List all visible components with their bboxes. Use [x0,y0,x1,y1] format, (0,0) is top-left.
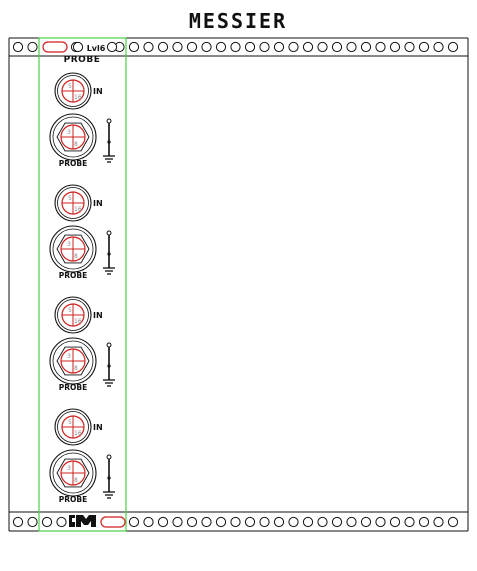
module-name: PROBE [63,55,101,65]
rail-hole [231,42,240,51]
in-label: IN [93,87,103,96]
rail-hole [303,517,312,526]
bottom-mount-hole-icon [101,517,125,527]
channel-1 [50,73,115,168]
rail-hole [318,42,327,51]
pot-mark-bottom: 8 [74,141,78,148]
rail-hole [390,517,399,526]
rail-hole [332,42,341,51]
jack-mark-top: 5 [68,195,72,202]
rail-hole [13,42,22,51]
rail-hole [332,517,341,526]
pot-mark-top: 3 [67,241,71,248]
rail-hole [202,42,211,51]
rail-hole [361,42,370,51]
rail-hole [187,42,196,51]
rail-hole [129,42,138,51]
pot-mark-bottom: 8 [74,477,78,484]
probe-label: PROBE [58,383,88,392]
rail-hole [274,517,283,526]
channel-4 [50,409,115,504]
in-label: IN [93,199,103,208]
input-jack[interactable] [55,73,91,109]
rail-hole [144,42,153,51]
rail-hole [158,42,167,51]
rail-hole [158,517,167,526]
pot-mark-bottom: 8 [74,365,78,372]
rail-hole [448,517,457,526]
input-jack[interactable] [55,297,91,333]
jack-mark-bottom: 16 [74,94,82,101]
rail-hole [274,42,283,51]
rail-hole [144,517,153,526]
rail-hole [28,42,37,51]
jack-mark-top: 5 [68,83,72,90]
input-jack[interactable] [55,185,91,221]
probe-pot[interactable] [50,450,96,496]
pot-mark-top: 3 [67,465,71,472]
probe-label: PROBE [58,495,88,504]
messier-logo-icon [68,514,98,528]
rail-hole [187,517,196,526]
rail-hole [405,517,414,526]
panel-title: MESSIER [188,9,288,33]
rail-hole [216,42,225,51]
rail-hole [405,42,414,51]
rail-hole [107,42,116,51]
rail-hole [129,517,138,526]
rail-hole [202,517,211,526]
pot-mark-top: 3 [67,353,71,360]
rail-hole [42,517,51,526]
rail-hole [448,42,457,51]
rail-hole [231,517,240,526]
probe-pot[interactable] [50,338,96,384]
rail-hole [216,517,225,526]
rail-hole [376,517,385,526]
rail-hole [434,42,443,51]
rail-hole [13,517,22,526]
rail-hole [173,42,182,51]
probe-pot[interactable] [50,226,96,272]
rail-hole [173,517,182,526]
channel-3 [50,297,115,392]
rail-hole [289,517,298,526]
rail-hole [73,42,82,51]
rail-hole [434,517,443,526]
rail-hole [419,42,428,51]
rail-hole [347,42,356,51]
rail-hole [318,517,327,526]
pot-mark-top: 3 [67,129,71,136]
top-mount-hole-icon [43,42,67,52]
ground-probe-icon [103,119,115,162]
channel-2 [50,185,115,280]
rail-hole [361,517,370,526]
rail-hole [419,517,428,526]
channel-list [50,73,115,504]
rail-hole [347,517,356,526]
rail-hole [245,517,254,526]
jack-mark-bottom: 16 [74,318,82,325]
probe-label: PROBE [58,159,88,168]
rail-hole [390,42,399,51]
rail-hole [260,517,269,526]
ground-probe-icon [103,455,115,498]
probe-pot[interactable] [50,114,96,160]
in-label: IN [93,311,103,320]
jack-mark-bottom: 16 [74,206,82,213]
probe-label: PROBE [58,271,88,280]
rail-hole [289,42,298,51]
pot-mark-bottom: 8 [74,253,78,260]
rail-hole [303,42,312,51]
top-rail-holes [13,42,457,51]
ground-probe-icon [103,231,115,274]
rail-hole [28,517,37,526]
jack-mark-top: 5 [68,419,72,426]
rail-hole [57,517,66,526]
ground-probe-icon [103,343,115,386]
jack-mark-top: 5 [68,307,72,314]
rail-hole [376,42,385,51]
jack-mark-bottom: 16 [74,430,82,437]
input-jack[interactable] [55,409,91,445]
rail-hole [260,42,269,51]
in-label: IN [93,423,103,432]
rail-hole [245,42,254,51]
hp-label: Lvl6 [86,44,106,53]
